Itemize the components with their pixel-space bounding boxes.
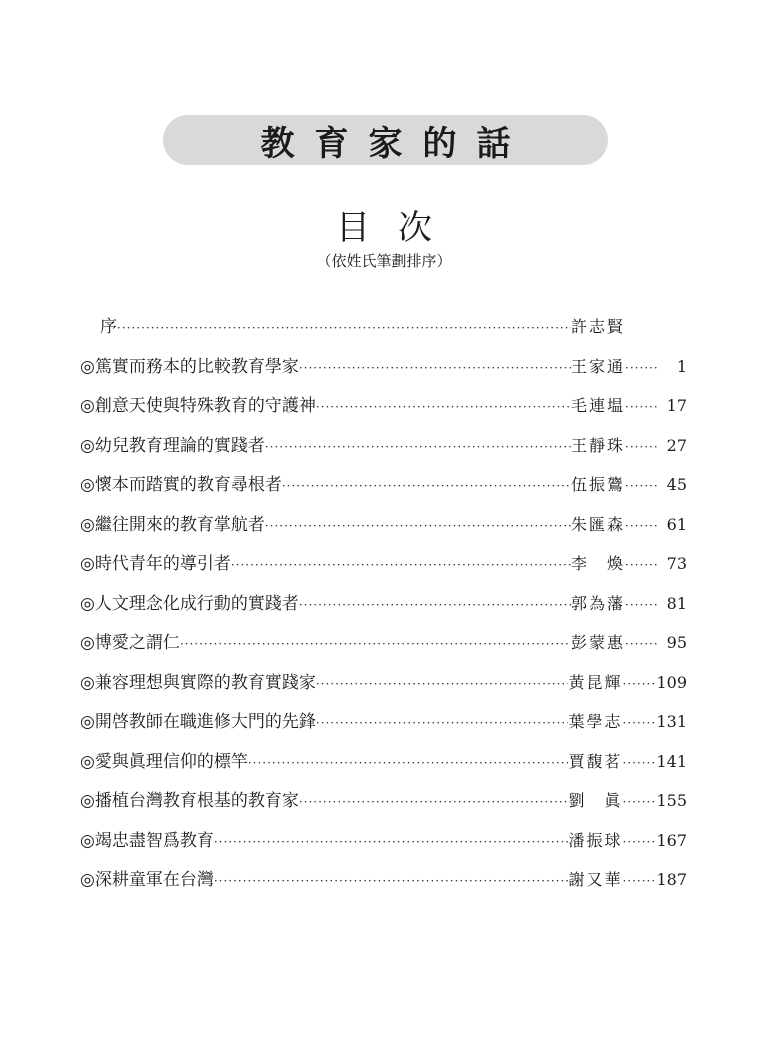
dot-leader	[625, 440, 659, 454]
toc-entry-author: 賈馥茗	[568, 751, 623, 771]
toc-entry-title: ◎播植台灣教育根基的教育家	[80, 791, 299, 811]
toc-heading: 目次	[336, 208, 460, 248]
dot-leader	[214, 874, 569, 888]
toc-entry-title: ◎繼往開來的教育掌航者	[80, 514, 265, 535]
toc-entry-author: 彭蒙惠	[570, 633, 625, 652]
dot-leader	[625, 519, 659, 533]
toc-entry[interactable]	[80, 865, 687, 905]
dot-leader	[180, 637, 571, 651]
toc-entry-author: 許志賢	[570, 317, 625, 336]
toc-entry-page: 81	[666, 593, 687, 613]
toc-entry-title: ◎幼兒教育理論的實踐者	[80, 435, 265, 456]
toc-entry-author: 李 煥	[570, 554, 625, 573]
toc-entry-page: 61	[666, 514, 687, 534]
toc-entry-preface[interactable]	[80, 312, 687, 352]
dot-leader	[316, 716, 569, 730]
dot-leader	[625, 598, 659, 612]
toc-entry-title: ◎兼容理想與實際的教育實踐家	[80, 672, 316, 693]
toc-entry-title: ◎人文理念化成行動的實踐者	[80, 593, 299, 614]
toc-entry-title: 序	[100, 317, 117, 337]
toc-entry-title: ◎時代青年的導引者	[80, 554, 231, 574]
toc-entry[interactable]	[80, 628, 687, 668]
dot-leader	[231, 558, 571, 572]
toc-entry[interactable]	[80, 826, 687, 866]
dot-leader	[316, 677, 569, 691]
toc-entry-author: 謝又華	[568, 870, 623, 889]
dot-leader	[625, 479, 659, 493]
dot-leader	[265, 440, 571, 454]
toc-entry-author: 郭為藩	[570, 593, 625, 613]
dot-leader	[625, 637, 659, 651]
book-title: 教育家的話	[260, 123, 531, 164]
dot-leader	[622, 716, 656, 730]
toc-entry[interactable]	[80, 786, 687, 826]
toc-entry-author: 葉學志	[568, 712, 623, 731]
toc-entry[interactable]	[80, 431, 687, 471]
dot-leader	[625, 400, 659, 414]
toc-entry[interactable]	[80, 747, 687, 787]
toc-entry[interactable]	[80, 510, 687, 550]
dot-leader	[299, 795, 569, 809]
dot-leader	[265, 519, 571, 533]
toc-entry-title: ◎博愛之謂仁	[80, 633, 180, 653]
toc-entry-page: 73	[666, 554, 687, 573]
toc-entry-page: 95	[666, 633, 687, 652]
toc-entry-author: 潘振球	[568, 830, 623, 850]
table-of-contents	[80, 312, 687, 905]
toc-entry-page: 1	[676, 356, 687, 376]
dot-leader	[117, 321, 571, 335]
dot-leader	[625, 558, 659, 572]
toc-entry-page: 45	[666, 475, 687, 494]
toc-entry-page: 27	[666, 435, 687, 455]
toc-entry-author: 王靜珠	[570, 435, 625, 455]
dot-leader	[622, 835, 656, 849]
toc-entry[interactable]	[80, 352, 687, 392]
toc-entry-author: 毛連塭	[570, 396, 625, 415]
toc-entry-page: 109	[656, 672, 687, 692]
toc-entry-title: ◎開啓教師在職進修大門的先鋒	[80, 712, 316, 732]
dot-leader	[214, 835, 569, 849]
toc-entry-author: 王家通	[570, 356, 625, 376]
toc-entry-title: ◎懷本而踏實的教育尋根者	[80, 475, 282, 495]
book-title-banner	[163, 115, 608, 165]
toc-entry[interactable]	[80, 589, 687, 629]
toc-entry-page: 17	[666, 396, 687, 415]
toc-entry-page: 187	[656, 870, 687, 889]
toc-entry-title: ◎竭忠盡智爲教育	[80, 830, 214, 851]
toc-entry-page: 141	[656, 751, 687, 771]
dot-leader	[622, 874, 656, 888]
dot-leader	[622, 795, 656, 809]
toc-entry-page: 167	[656, 830, 687, 850]
dot-leader	[282, 479, 571, 493]
dot-leader	[622, 677, 656, 691]
toc-entry-author: 黃昆輝	[568, 672, 623, 692]
dot-leader	[622, 756, 656, 770]
toc-entry-title: ◎篤實而務本的比較教育學家	[80, 356, 299, 377]
toc-entry[interactable]	[80, 668, 687, 708]
dot-leader	[625, 361, 659, 375]
toc-subheading: （依姓氏筆劃排序）	[316, 252, 452, 270]
toc-entry[interactable]	[80, 549, 687, 589]
toc-entry-author: 伍振鷟	[570, 475, 625, 494]
toc-entry[interactable]	[80, 391, 687, 431]
toc-entry-page: 131	[656, 712, 687, 731]
toc-entry-title: ◎深耕童軍在台灣	[80, 870, 214, 890]
toc-entry-author: 劉 眞	[568, 791, 623, 810]
dot-leader	[316, 400, 571, 414]
toc-entry-title: ◎創意天使與特殊教育的守護神	[80, 396, 316, 416]
toc-entry-title: ◎愛與眞理信仰的標竿	[80, 751, 248, 772]
toc-entry[interactable]	[80, 707, 687, 747]
dot-leader	[248, 756, 569, 770]
toc-entry-author: 朱匯森	[570, 514, 625, 534]
toc-entry[interactable]	[80, 470, 687, 510]
toc-entry-page: 155	[656, 791, 687, 810]
dot-leader	[299, 361, 571, 375]
dot-leader	[299, 598, 571, 612]
